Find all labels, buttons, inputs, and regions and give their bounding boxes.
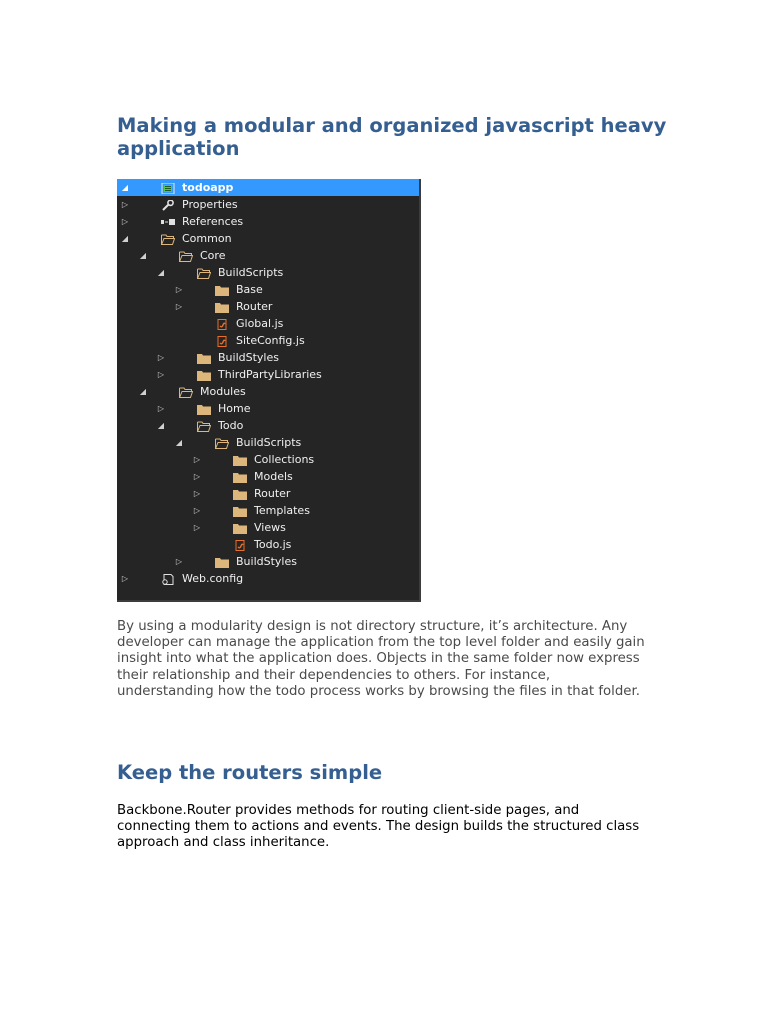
collapsed-arrow-icon[interactable]: ▷: [121, 200, 129, 209]
tree-item[interactable]: [117, 519, 419, 536]
tree-item-label: BuildScripts: [218, 266, 284, 279]
tree-item-label: Home: [218, 402, 251, 415]
paragraph-modularity: By using a modularity design is not directory structure, it’s architecture. Any developer can manage the application from the top level folder and easily gain insight into what the application does. Objects in the same folder now express their relationship and their dependencies to others. For instance, understanding how the todo process works by browsing the files in that folder.: [117, 619, 645, 699]
tree-item-label: BuildScripts: [236, 436, 302, 449]
collapsed-arrow-icon[interactable]: ▷: [193, 472, 201, 481]
js-file-icon: [215, 318, 229, 329]
folder-icon: [233, 505, 247, 516]
collapsed-arrow-icon[interactable]: ▷: [175, 557, 183, 566]
folder-open-icon: [197, 420, 211, 431]
folder-icon: [215, 284, 229, 295]
collapsed-arrow-icon[interactable]: ▷: [175, 285, 183, 294]
folder-icon: [215, 556, 229, 567]
folder-icon: [233, 488, 247, 499]
tree-item-label: Common: [182, 232, 232, 245]
paragraph-backbone-router: Backbone.Router provides methods for routing client-side pages, and connecting them to actions and events. The design builds the structured class approach and class inheritance.: [117, 803, 640, 851]
tree-item-label: Base: [236, 283, 263, 296]
collapsed-arrow-icon[interactable]: ▷: [193, 506, 201, 515]
tree-item[interactable]: [117, 349, 419, 366]
tree-item-label: Models: [254, 470, 293, 483]
tree-item-label: Web.config: [182, 572, 244, 585]
tree-item[interactable]: [117, 417, 419, 434]
tree-item-label: Router: [236, 300, 273, 313]
folder-icon: [197, 403, 211, 414]
folder-icon: [215, 301, 229, 312]
tree-item[interactable]: [117, 247, 419, 264]
tree-item-label: Core: [200, 249, 226, 262]
tree-item-label: Modules: [200, 385, 246, 398]
tree-item-label: Templates: [254, 504, 310, 517]
tree-item[interactable]: [117, 434, 419, 451]
tree-item[interactable]: [117, 179, 419, 196]
folder-open-icon: [161, 233, 175, 244]
tree-item-label: Collections: [254, 453, 315, 466]
folder-open-icon: [179, 386, 193, 397]
tree-item[interactable]: [117, 485, 419, 502]
tree-item-label: BuildStyles: [236, 555, 297, 568]
section-heading-routers: Keep the routers simple: [117, 761, 383, 784]
tree-item-label: Todo: [218, 419, 244, 432]
tree-item[interactable]: [117, 281, 419, 298]
tree-item[interactable]: [117, 383, 419, 400]
folder-icon: [197, 352, 211, 363]
tree-item[interactable]: [117, 196, 419, 213]
tree-item[interactable]: [117, 298, 419, 315]
js-file-icon: [215, 335, 229, 346]
tree-item[interactable]: [117, 400, 419, 417]
folder-icon: [233, 522, 247, 533]
project-icon: [161, 182, 175, 193]
tree-item-label: SiteConfig.js: [236, 334, 305, 347]
collapsed-arrow-icon[interactable]: ▷: [157, 370, 165, 379]
folder-open-icon: [215, 437, 229, 448]
config-file-icon: [161, 573, 175, 584]
collapsed-arrow-icon[interactable]: ▷: [157, 404, 165, 413]
tree-item[interactable]: [117, 315, 419, 332]
tree-item[interactable]: [117, 213, 419, 230]
folder-icon: [197, 369, 211, 380]
tree-item-label: References: [182, 215, 244, 228]
collapsed-arrow-icon[interactable]: ▷: [121, 217, 129, 226]
folder-icon: [233, 471, 247, 482]
tree-item[interactable]: [117, 570, 419, 587]
expanded-arrow-icon[interactable]: ◢: [157, 268, 165, 277]
tree-item[interactable]: [117, 451, 419, 468]
collapsed-arrow-icon[interactable]: ▷: [193, 455, 201, 464]
expanded-arrow-icon[interactable]: ◢: [139, 387, 147, 396]
tree-item[interactable]: [117, 553, 419, 570]
tree-item-label: Todo.js: [254, 538, 292, 551]
references-icon: [161, 216, 175, 227]
expanded-arrow-icon[interactable]: ◢: [157, 421, 165, 430]
tree-item-label: Global.js: [236, 317, 284, 330]
tree-item[interactable]: [117, 264, 419, 281]
expanded-arrow-icon[interactable]: ◢: [139, 251, 147, 260]
section-heading-modular-app: Making a modular and organized javascript heavy application: [117, 114, 667, 160]
tree-item-label: Router: [254, 487, 291, 500]
tree-item[interactable]: [117, 230, 419, 247]
folder-icon: [233, 454, 247, 465]
folder-open-icon: [179, 250, 193, 261]
solution-explorer-screenshot: [117, 179, 421, 602]
collapsed-arrow-icon[interactable]: ▷: [175, 302, 183, 311]
expanded-arrow-icon[interactable]: ◢: [175, 438, 183, 447]
tree-item-label: Properties: [182, 198, 238, 211]
folder-open-icon: [197, 267, 211, 278]
tree-item-label: BuildStyles: [218, 351, 279, 364]
collapsed-arrow-icon[interactable]: ▷: [157, 353, 165, 362]
expanded-arrow-icon[interactable]: ◢: [121, 183, 129, 192]
js-file-icon: [233, 539, 247, 550]
tree-item[interactable]: [117, 366, 419, 383]
collapsed-arrow-icon[interactable]: ▷: [121, 574, 129, 583]
collapsed-arrow-icon[interactable]: ▷: [193, 489, 201, 498]
tree-item-label: todoapp: [182, 181, 234, 194]
tree-item[interactable]: [117, 468, 419, 485]
tree-item-label: Views: [254, 521, 286, 534]
wrench-icon: [161, 199, 175, 210]
tree-item-label: ThirdPartyLibraries: [218, 368, 322, 381]
tree-item[interactable]: [117, 502, 419, 519]
tree-item[interactable]: [117, 536, 419, 553]
tree-item[interactable]: [117, 332, 419, 349]
collapsed-arrow-icon[interactable]: ▷: [193, 523, 201, 532]
expanded-arrow-icon[interactable]: ◢: [121, 234, 129, 243]
